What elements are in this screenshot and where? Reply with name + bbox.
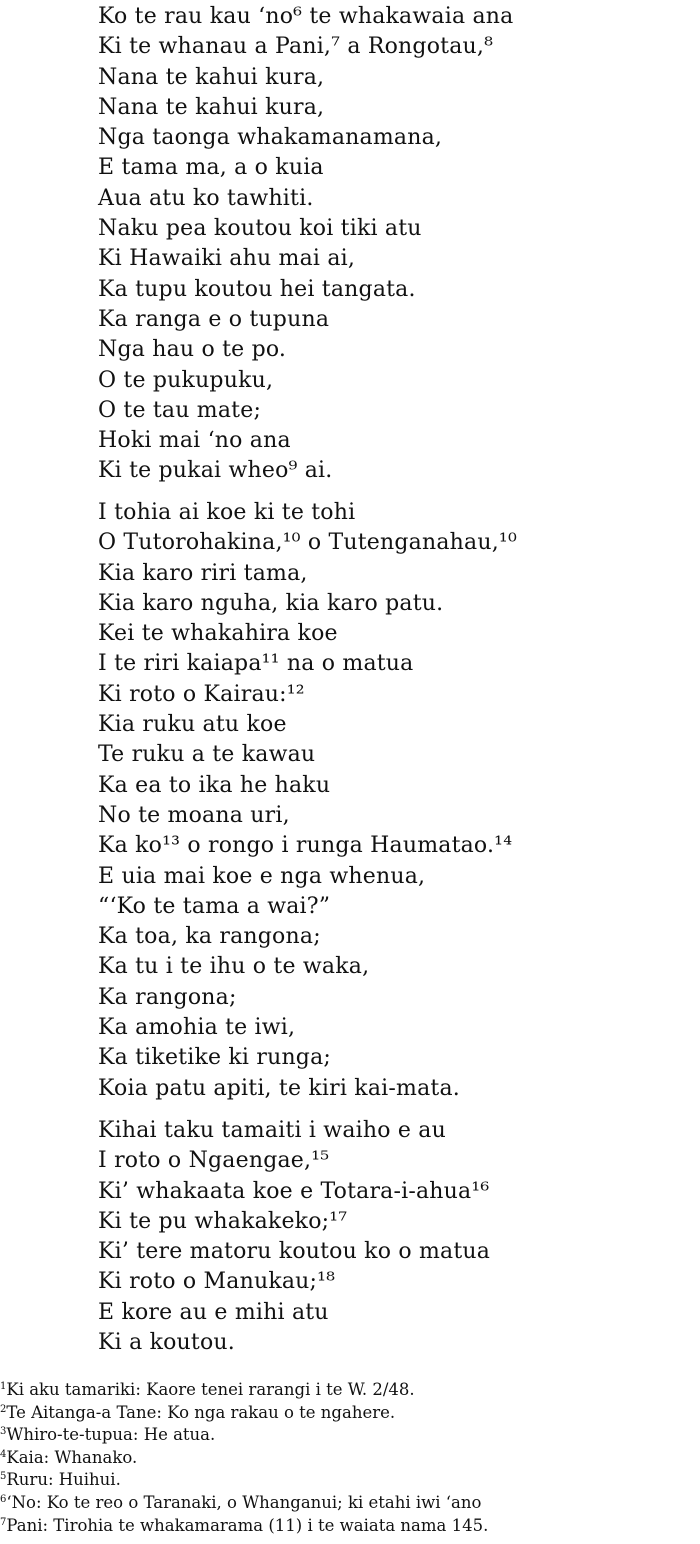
poem-stanza-3: [98, 1116, 698, 1358]
footnote-text: Ki aku tamariki: Kaore tenei rarangi i te W. 2/48.: [6, 1380, 415, 1399]
footnote: [0, 1444, 700, 1467]
footnote: [0, 1399, 700, 1422]
poem-line: Ki te pu whakakeko;¹⁷: [98, 1208, 348, 1234]
poem-line: E kore au e mihi atu: [98, 1299, 329, 1325]
poem-line: Ka ko¹³ o rongo i runga Haumatao.¹⁴: [98, 833, 513, 859]
poem-line: Ka ranga e o tupuna: [98, 306, 330, 332]
poem-line: O te pukupuku,: [98, 367, 274, 393]
footnote-number: 4: [0, 1448, 7, 1460]
poem-line: Te ruku a te kawau: [98, 742, 316, 768]
footnote-text: Te Aitanga-a Tane: Ko nga rakau o te ngahere.: [6, 1402, 396, 1422]
footnote: [0, 1512, 700, 1535]
poem-line: I tohia ai koe ki te tohi: [98, 500, 356, 525]
footnote-number: 7: [0, 1516, 7, 1528]
poem-line: Naku pea koutou koi tiki atu: [98, 216, 422, 242]
poem-line: Ka amohia te iwi,: [98, 1015, 296, 1041]
footnote-text: Whiro-te-tupua: He atua.: [6, 1425, 216, 1445]
footnote-text: ‘No: Ko te reo o Taranaki, o Whanganui; ki etahi iwi ‘ano: [6, 1492, 482, 1512]
poem-line: Koia patu apiti, te kiri kai-mata.: [98, 1075, 460, 1101]
footnote-number: 2: [0, 1403, 7, 1415]
poem-line: Kia karo nguha, kia karo patu.: [98, 590, 444, 616]
footnote-text: Ruru: Huihui.: [6, 1470, 121, 1490]
poem-line: Ko te rau kau ‘no⁶ te whakawaia ana: [98, 4, 514, 29]
footnote-number: 6: [0, 1493, 7, 1505]
footnote: [0, 1421, 700, 1444]
poem-line: “‘Ko te tama a wai?”: [98, 893, 331, 919]
poem-line: Nga hau o te po.: [98, 337, 287, 363]
poem-line: Ka tupu koutou hei tangata.: [98, 276, 416, 302]
footnote-number: 3: [0, 1426, 7, 1438]
poem-line: I te riri kaiapa¹¹ na o matua: [98, 651, 414, 677]
poem-line: Ki te whanau a Pani,⁷ a Rongotau,⁸: [98, 34, 494, 60]
poem-line: Ki roto o Manukau;¹⁸: [98, 1269, 336, 1295]
poem-line: Ka ea to ika he haku: [98, 772, 331, 798]
poem-line: Ka tiketike ki runga;: [98, 1045, 332, 1071]
poem-line: Ki roto o Kairau:¹²: [98, 681, 305, 707]
footnote: [0, 1376, 700, 1399]
poem-line: O te tau mate;: [98, 397, 262, 423]
poem-line: Ki a koutou.: [98, 1330, 235, 1356]
poem-stanza-1: [98, 2, 698, 487]
poem-stanza-2: [98, 498, 698, 1104]
footnotes: [0, 1376, 700, 1534]
poem-line: I roto o Ngaengae,¹⁵: [98, 1148, 330, 1174]
footnote-number: 5: [0, 1471, 7, 1483]
poem-line: No te moana uri,: [98, 802, 290, 828]
poem-line: Kihai taku tamaiti i waiho e au: [98, 1118, 446, 1143]
poem-line: E tama ma, a o kuia: [98, 155, 324, 181]
poem-line: Ka rangona;: [98, 984, 237, 1010]
poem-line: Nga taonga whakamanamana,: [98, 125, 443, 151]
poem-line: Ki Hawaiki ahu mai ai,: [98, 246, 356, 272]
poem-line: O Tutorohakina,¹⁰ o Tutenganahau,¹⁰: [98, 530, 517, 556]
poem-line: Kei te whakahira koe: [98, 621, 338, 647]
poem-line: Hoki mai ‘no ana: [98, 428, 291, 454]
poem-line: Kia ruku atu koe: [98, 712, 287, 738]
poem-line: Aua atu ko tawhiti.: [98, 185, 314, 211]
poem-line: Kia karo riri tama,: [98, 560, 308, 586]
poem-line: Nana te kahui kura,: [98, 94, 325, 120]
poem-line: Ki’ tere matoru koutou ko o matua: [98, 1239, 491, 1265]
poem-line: Ki te pukai wheo⁹ ai.: [98, 458, 333, 484]
poem-line: Ki’ whakaata koe e Totara-i-ahua¹⁶: [98, 1178, 490, 1204]
poem-line: Nana te kahui kura,: [98, 64, 325, 90]
footnote: [0, 1489, 700, 1512]
poem-line: Ka tu i te ihu o te waka,: [98, 954, 370, 980]
footnote-text: Kaia: Whanako.: [6, 1447, 138, 1467]
footnote-number: 1: [0, 1381, 7, 1392]
poem-line: Ka toa, ka rangona;: [98, 924, 321, 950]
footnote-text: Pani: Tirohia te whakamarama (11) i te waiata nama 145.: [6, 1515, 489, 1535]
poem-line: E uia mai koe e nga whenua,: [98, 863, 426, 889]
footnote: [0, 1466, 700, 1489]
